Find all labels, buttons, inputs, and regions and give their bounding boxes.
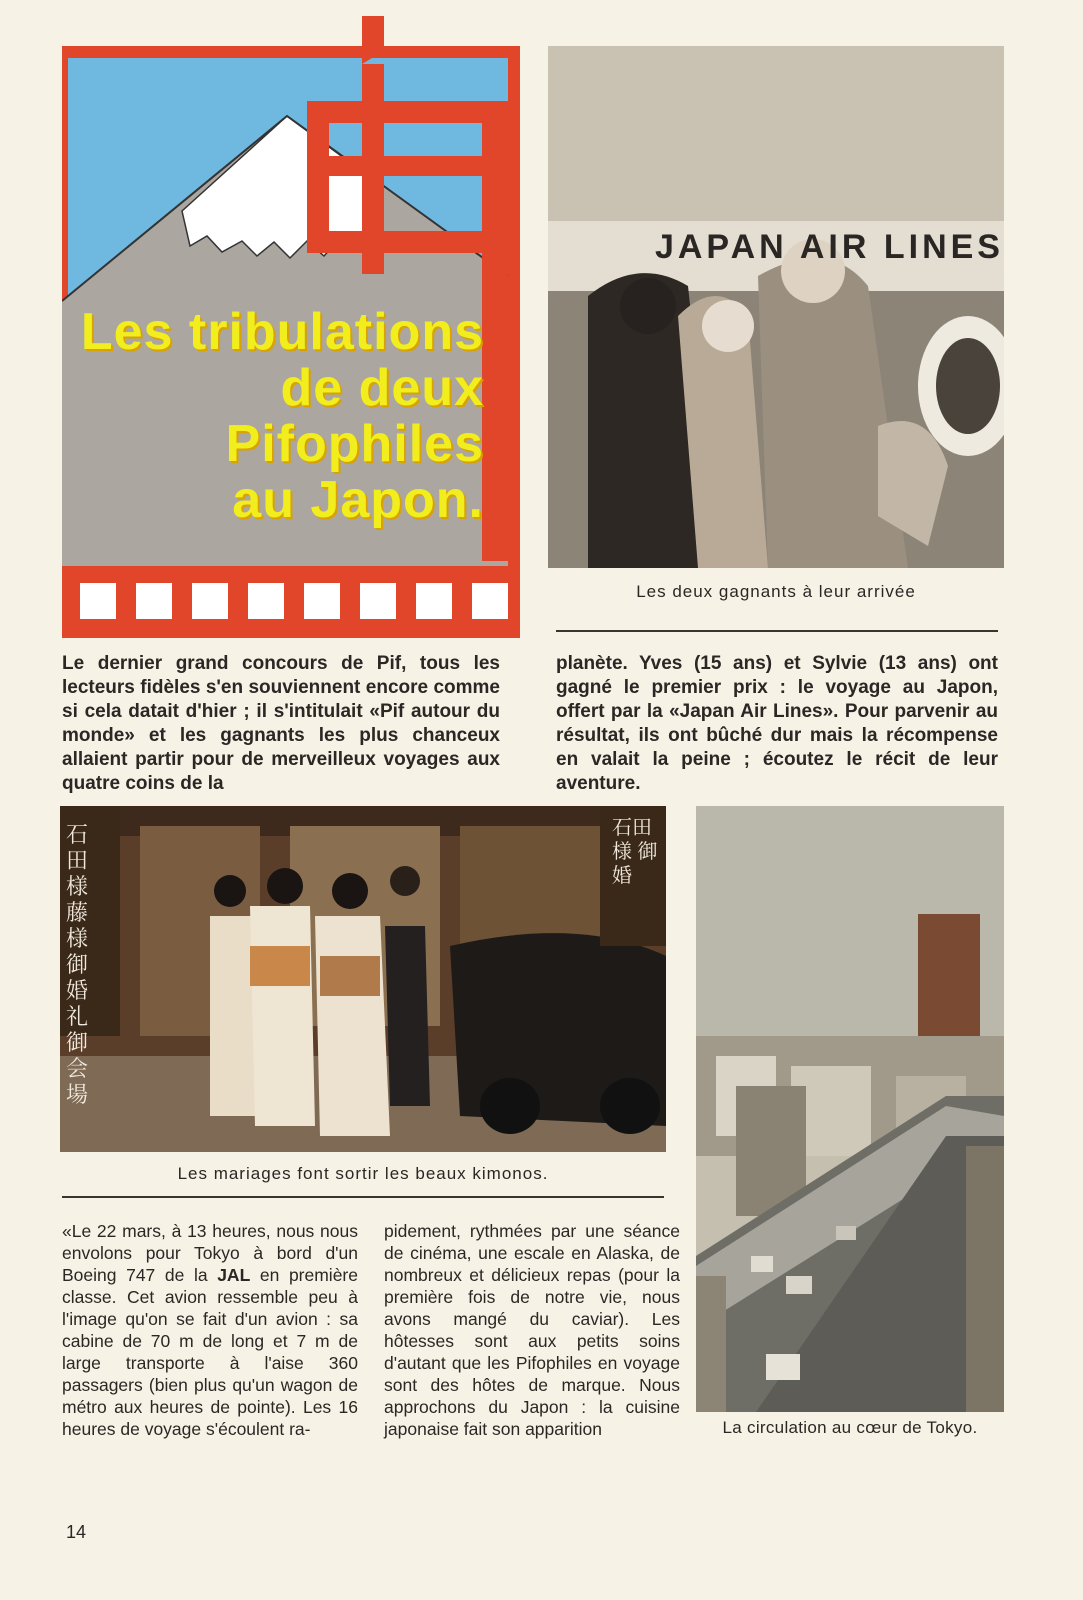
title-ornament xyxy=(362,16,384,46)
caption-divider-2 xyxy=(62,1196,664,1198)
intro-paragraph-right: planète. Yves (15 ans) et Sylvie (13 ans) ont gagné le premier prix : le voyage au Japon, offert par la «Japan Air Lines». Pour parvenir au résultat, ils ont bûché dur mais la récompense en valait la peine ; écoutez le récit de leur aventure. xyxy=(556,653,998,794)
body-column-1-text-a: «Le 22 mars, à 13 heures, nous nous envolons pour Tokyo à bord d'un Boeing 747 de la xyxy=(62,1221,358,1285)
title-line-1: Les tribulations xyxy=(80,303,484,361)
jal-bold-text: JAL xyxy=(217,1265,251,1285)
body-column-2: pidement, rythmées par une séance de cinéma, une escale en Alaska, de nombreux et délicieux repas (pour la première fois de notre vie, nous avons mangé du caviar). Les hôtesses sont aux petits soins d'autant que les Pifophiles en voyage sont des hôtes de marque. Nous approchons du Japon : la cuisine japonaise fait son apparition xyxy=(384,1221,680,1439)
arrival-photo xyxy=(548,46,1004,568)
page-number: 14 xyxy=(66,1522,87,1542)
wedding-sign-right: 石田様 御婚 xyxy=(612,817,658,887)
kimono-wedding-photo xyxy=(60,806,666,1152)
intro-paragraph-left: Le dernier grand concours de Pif, tous les lecteurs fidèles s'en souviennent encore comme si cela datait d'hier ; il s'intitulait «Pif autour du monde» et les gagnants les plus chanceux allaient partir pour de merveilleux voyages aux quatre coins de la xyxy=(62,653,500,794)
title-line-4: au Japon. xyxy=(232,471,484,529)
title-line-3: Pifophiles xyxy=(225,415,484,473)
body-column-1 xyxy=(62,1220,358,1440)
tokyo-photo-caption: La circulation au cœur de Tokyo. xyxy=(722,1418,978,1437)
kimono-photo-caption: Les mariages font sortir les beaux kimonos. xyxy=(177,1164,549,1183)
caption-divider-1 xyxy=(556,630,998,632)
body-column-1-text-b: en première classe. Cet avion ressemble peu à l'image qu'on se fait d'un avion : sa cabine de 70 m de long et 7 m de large transporte à l'aise 360 passagers (bien plus qu'un wagon de métro aux heures de pointe). Les 16 heures de voyage s'écoulent ra- xyxy=(62,1265,358,1439)
tokyo-traffic-photo xyxy=(696,806,1004,1412)
title-panel xyxy=(62,46,520,638)
wedding-sign-left: 石田様 藤様 御婚礼御会場 xyxy=(66,822,89,1107)
jal-sign-text: JAPAN AIR LINES xyxy=(654,228,1004,266)
arrival-photo-caption: Les deux gagnants à leur arrivée xyxy=(636,582,916,601)
title-line-2: de deux xyxy=(280,359,484,417)
